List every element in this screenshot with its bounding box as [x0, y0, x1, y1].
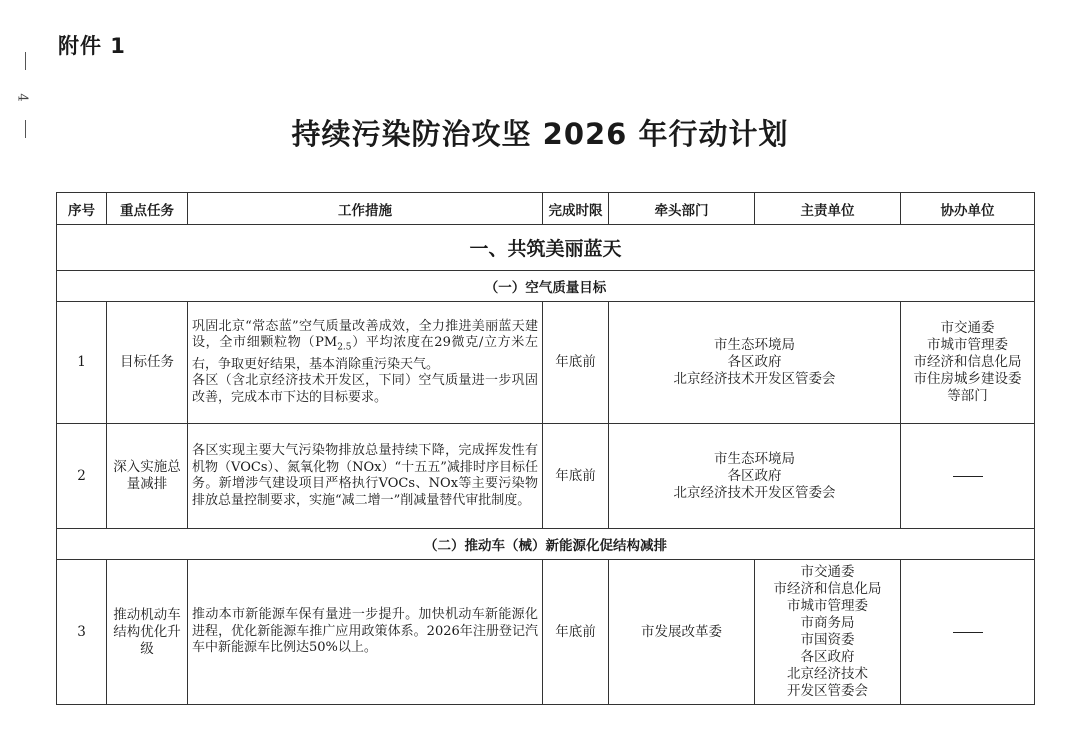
unit-name: 北京经济技术开发区管委会	[673, 484, 836, 501]
measure-text: ）平均浓度在29微克/立方米左右，争取更好结果，基本消除重污染天气。	[192, 335, 538, 372]
row-deadline: 年底前	[543, 560, 609, 705]
page-number: 4	[14, 93, 30, 102]
row-measures: 推动本市新能源车保有量进一步提升。加快机动车新能源化进程，优化新能源车推广应用政策体系。2026年注册登记汽车中新能源车比例达50%以上。	[188, 560, 543, 705]
document-title: 持续污染防治攻坚 2026 年行动计划	[291, 117, 789, 151]
unit-name: 市生态环境局	[714, 450, 795, 467]
action-plan-table	[56, 192, 1035, 705]
row-task: 推动机动车结构优化升级	[107, 560, 188, 705]
unit-name: 各区政府	[727, 354, 782, 370]
header-main-unit: 主责单位	[755, 193, 901, 225]
row-assist-unit	[901, 424, 1035, 529]
measure-paragraph: 各区（含北京经济技术开发区，下同）空气质量进一步巩固改善，完成本市下达的目标要求。	[192, 373, 538, 405]
header-deadline: 完成时限	[543, 193, 609, 225]
row-task: 目标任务	[107, 302, 188, 424]
row-deadline: 年底前	[543, 424, 609, 529]
row-assist-unit	[901, 302, 1035, 424]
unit-name: 等部门	[947, 388, 988, 404]
subcategory-row	[57, 529, 1035, 560]
row-assist-unit	[901, 560, 1035, 705]
row-lead-dept: 市发展改革委	[609, 560, 755, 705]
subcategory-row	[57, 271, 1035, 302]
subcategory-title: （二）推动车（械）新能源化促结构减排	[57, 529, 1035, 560]
measure-paragraph	[192, 319, 538, 373]
category-row	[57, 225, 1035, 271]
table-row	[57, 302, 1035, 424]
row-measures: 各区实现主要大气污染物排放总量持续下降，完成挥发性有机物（VOCs）、氮氧化物（NOx）“十五五”减排时序目标任务。新增涉气建设项目严格执行VOCs、NOx等主要污染物排放总量控制要求，实施“减二增一”削减量替代审批制度。	[188, 424, 543, 529]
unit-name: 市生态环境局	[714, 337, 795, 353]
row-number: 1	[57, 302, 107, 424]
category-title: 一、共筑美丽蓝天	[57, 225, 1035, 271]
unit-name: 市国资委	[800, 632, 855, 648]
measure-text: 巩固北京“常态蓝”空气质量改善成效，全力推进美丽蓝天建设，全市细颗粒物（PM	[192, 318, 538, 351]
unit-name: 市经济和信息化局	[773, 581, 882, 597]
row-lead-and-main-unit	[609, 302, 901, 424]
header-assist-unit: 协办单位	[901, 193, 1035, 225]
unit-name: 市交通委	[800, 564, 855, 580]
row-deadline: 年底前	[543, 302, 609, 424]
unit-name: 北京经济技术开发区管委会	[673, 371, 836, 387]
attachment-label: 附件 1	[58, 34, 126, 58]
unit-name: 北京经济技术	[787, 666, 868, 682]
header-measures: 工作措施	[188, 193, 543, 225]
row-number: 3	[57, 560, 107, 705]
row-task: 深入实施总量减排	[107, 424, 188, 529]
unit-name: 市商务局	[800, 615, 855, 631]
row-lead-and-main-unit	[609, 424, 901, 529]
measure-subscript: 2.5	[337, 343, 352, 354]
unit-name: 各区政府	[800, 649, 855, 665]
subcategory-title: （一）空气质量目标	[57, 271, 1035, 302]
empty-dash	[953, 476, 983, 477]
page-mark-top-line	[25, 52, 26, 70]
empty-dash	[953, 632, 983, 633]
header-lead-dept: 牵头部门	[609, 193, 755, 225]
header-task: 重点任务	[107, 193, 188, 225]
table-row	[57, 560, 1035, 705]
unit-name: 市城市管理委	[787, 598, 868, 614]
header-no: 序号	[57, 193, 107, 225]
row-number: 2	[57, 424, 107, 529]
unit-name: 各区政府	[727, 467, 782, 484]
table-header-row	[57, 193, 1035, 225]
row-measures	[188, 302, 543, 424]
row-main-unit	[755, 560, 901, 705]
unit-name: 市城市管理委	[927, 337, 1008, 353]
unit-name: 市经济和信息化局	[913, 354, 1022, 370]
unit-name: 市交通委	[940, 320, 995, 336]
table-row	[57, 424, 1035, 529]
unit-name: 市住房城乡建设委	[913, 371, 1022, 387]
unit-name: 开发区管委会	[787, 683, 868, 699]
